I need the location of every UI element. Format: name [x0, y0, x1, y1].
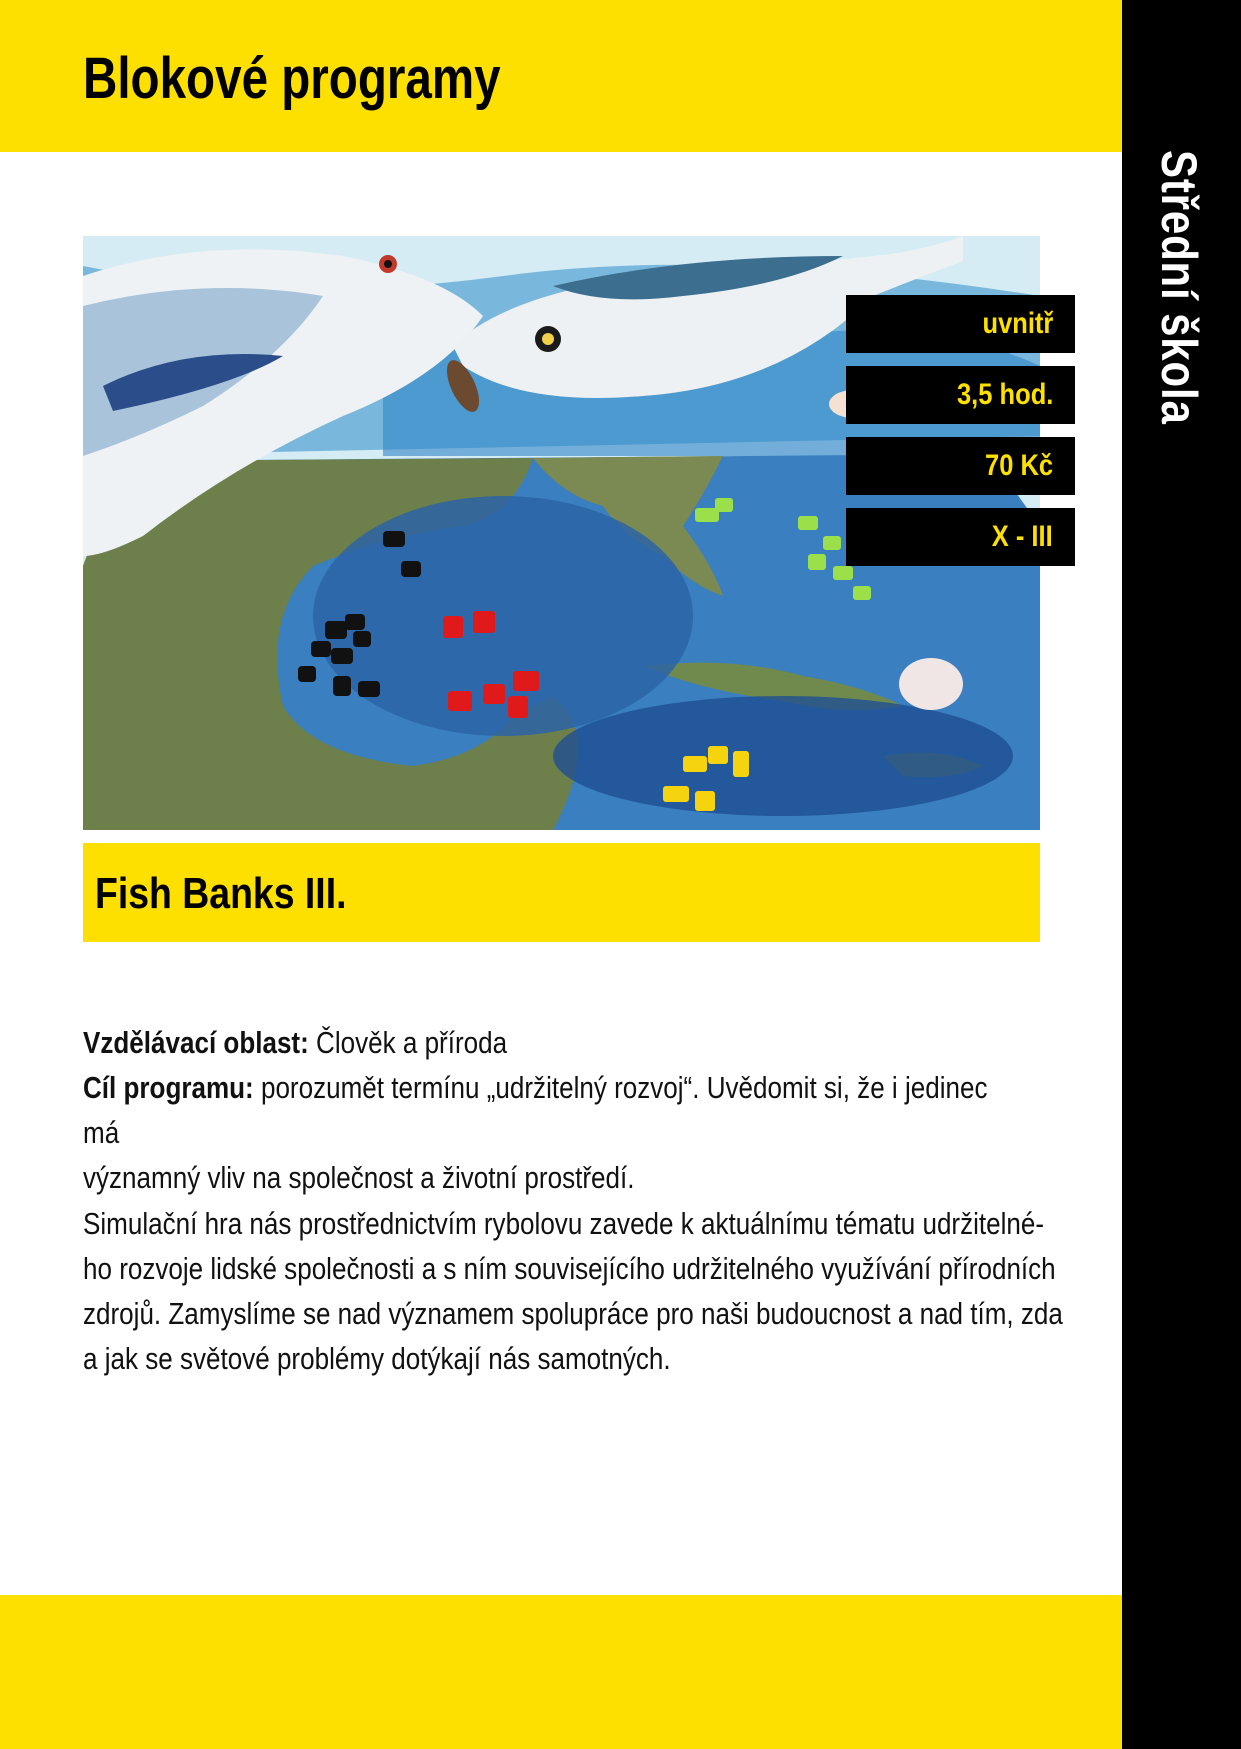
- program-title-band: [83, 843, 1040, 942]
- tag-grades-text: X - III: [992, 520, 1053, 553]
- goal-line-2: významný vliv na společnost a životní prostředí.: [83, 1160, 635, 1195]
- tag-price-text: 70 Kč: [984, 449, 1053, 482]
- description-line: Simulační hra nás prostřednictvím rybolovu zavede k aktuálnímu tématu udržitelné-: [83, 1206, 1045, 1241]
- tag-duration-text: 3,5 hod.: [956, 378, 1053, 411]
- program-info: [83, 1020, 1015, 1200]
- goal-label: Cíl programu:: [83, 1070, 254, 1105]
- page-title: Blokové programy: [83, 46, 501, 111]
- area-value: Člověk a příroda: [316, 1025, 508, 1060]
- footer-band: [0, 1595, 1122, 1749]
- goal-line: [83, 1065, 1015, 1155]
- tag-location: [846, 295, 1075, 353]
- program-description: [83, 1201, 1063, 1381]
- side-label: Střední škola: [1151, 150, 1207, 425]
- tag-location-text: uvnitř: [982, 307, 1053, 340]
- tag-duration: [846, 366, 1075, 424]
- tag-grades: [846, 508, 1075, 566]
- goal-value: porozumět termínu „udržitelný rozvoj“. Uvědomit si, že i jedinec má: [83, 1070, 988, 1150]
- description-line: a jak se světové problémy dotýkají nás samotných.: [83, 1341, 671, 1376]
- tag-price: [846, 437, 1075, 495]
- area-label: Vzdělávací oblast:: [83, 1025, 309, 1060]
- area-line: [83, 1020, 1015, 1065]
- description-line: zdrojů. Zamyslíme se nad významem spolupráce pro naši budoucnost a nad tím, zda: [83, 1296, 1063, 1331]
- description-line: ho rozvoje lidské společnosti a s ním souvisejícího udržitelného využívání přírodních: [83, 1251, 1056, 1286]
- program-title: Fish Banks III.: [95, 869, 347, 918]
